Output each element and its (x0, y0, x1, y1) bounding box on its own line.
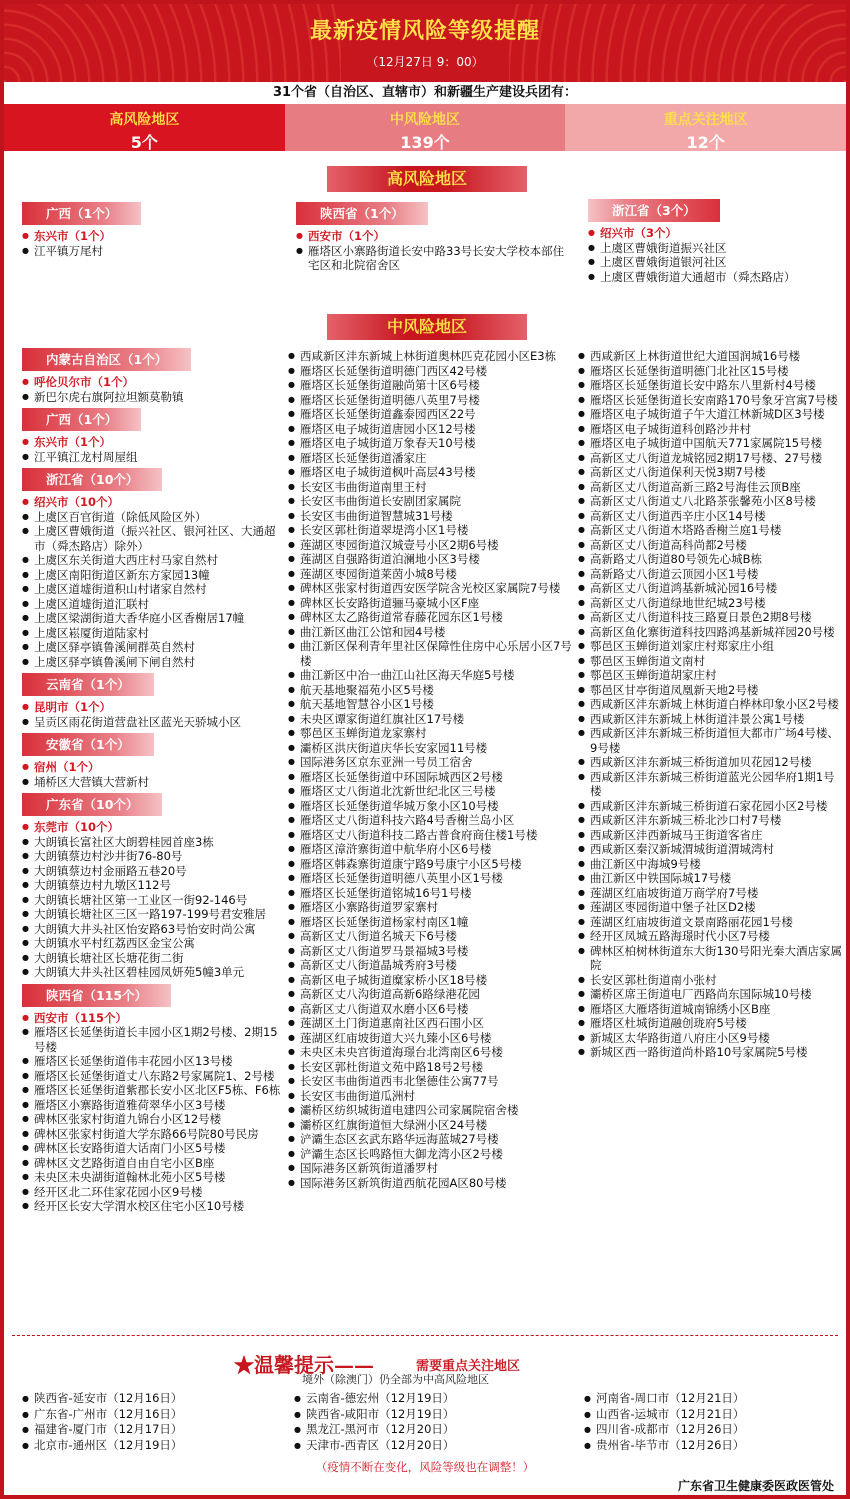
summary-count: 139个 (400, 133, 450, 152)
area-item: ● 雁塔区长延堡街道明德八英里小区1号楼 (288, 871, 574, 886)
area-item: ● 上虞区曹娥街道（振兴社区、银河社区、大通超市（舜杰路店）除外） (22, 524, 284, 553)
area-item: ● 雁塔区韩森寨街道康宁路9号康宁小区5号楼 (288, 857, 574, 872)
area-item: ● 雁塔区长延堡街道华城万象小区10号楼 (288, 799, 574, 814)
summary-label: 高风险地区 (109, 112, 180, 128)
area-item: ● 福建省-厦门市（12月17日） (22, 1422, 272, 1438)
summary-label: 重点关注地区 (663, 112, 748, 128)
city-label: ● 东兴市（1个） (22, 229, 282, 244)
area-item: ● 上虞区曹娥街道振兴社区 (588, 241, 833, 256)
area-item: ● 雁塔区长延堡街道明德八英里7号楼 (288, 393, 574, 408)
high-risk-banner: 高风险地区 (327, 166, 527, 192)
city-label: ● 绍兴市（10个） (22, 495, 284, 510)
area-item: ● 新城区太华路街道八府庄小区9号楼 (578, 1031, 844, 1046)
area-item: ● 西咸新区沣东新城上林街道奥林匹克花园小区E3栋 (288, 349, 574, 364)
area-item: ● 雁塔区电子城街道万象春天10号楼 (288, 436, 574, 451)
area-item: ● 雁塔区丈八街道北沈新世纪北区三号楼 (288, 784, 574, 799)
star-icon: ★ (234, 1353, 254, 1377)
area-item: ● 鄠邑区玉蝉街道胡家庄村 (578, 668, 844, 683)
area-item: ● 呈贡区雨花街道营盘社区蓝光天骄城小区 (22, 715, 284, 730)
area-item: ● 曲江新区中铁国际城17号楼 (578, 871, 844, 886)
area-item: ● 西咸新区沣东新城上林街道沣景公寓1号楼 (578, 712, 844, 727)
area-item: ● 长安区韦曲街道智慧城31号楼 (288, 509, 574, 524)
divider (12, 1335, 838, 1336)
area-item: ● 大朗镇长塘社区三区一路197-199号君安雅居 (22, 907, 284, 922)
area-item: ● 新城区西一路街道尚朴路10号家属院5号楼 (578, 1045, 844, 1060)
province-tag: 安徽省（1个） (22, 733, 154, 756)
area-item: ● 雁塔区长延堡街道鑫泰园西区22号 (288, 407, 574, 422)
area-item: ● 灞桥区红旗街道恒大绿洲小区24号楼 (288, 1118, 574, 1133)
area-item: ● 高新区丈八街道龙城铭园2期17号楼、27号楼 (578, 451, 844, 466)
spacer (22, 258, 282, 262)
area-item: ● 雁塔区长延堡街道中环国际城西区2号楼 (288, 770, 574, 785)
area-item: ● 雁塔区小寨路街道罗家寨村 (288, 900, 574, 915)
province-tag: 广东省（10个） (22, 793, 162, 816)
area-item: ● 大朗镇长富社区大朗碧桂园首座3栋 (22, 835, 284, 850)
summary-label: 中风险地区 (390, 112, 460, 128)
city-label: ● 西安市（1个） (296, 229, 566, 244)
area-item: ● 高新区丈八街道高新三路2号海佳云顶B座 (578, 480, 844, 495)
area-item: ● 雁塔区电子城街道子午大道江林新城D区3号楼 (578, 407, 844, 422)
area-item: ● 碑林区长安路街道大话南门小区5号楼 (22, 1141, 284, 1156)
area-item: ● 埇桥区大营镇大营新村 (22, 775, 284, 790)
city-label: ● 呼伦贝尔市（1个） (22, 375, 284, 390)
area-item: ● 长安区韦曲街道长安剧团家属院 (288, 494, 574, 509)
area-item: ● 江平镇万尾村 (22, 244, 282, 259)
province-tag: 广西（1个） (22, 202, 141, 225)
area-item: ● 未央区未央湖街道翰林北苑小区5号楼 (22, 1170, 284, 1185)
area-item: ● 雁塔区大雁塔街道城南锦绣小区B座 (578, 1002, 844, 1017)
area-item: ● 上虞区崧厦街道陆家村 (22, 626, 284, 641)
area-item: ● 上虞区百官街道（除低风险区外） (22, 510, 284, 525)
area-item: ● 曲江新区中冶一曲江山社区海天华庭5号楼 (288, 668, 574, 683)
area-item: ● 西咸新区沣东新城三桥北沙口村7号楼 (578, 813, 844, 828)
area-item: ● 碑林区张家村街道西安医学院含光校区家属院7号楼 (288, 581, 574, 596)
province-tag: 浙江省（3个） (588, 199, 720, 222)
area-item: ● 大朗镇长塘社区长塘花街二街 (22, 951, 284, 966)
area-item: ● 云南省-德宏州（12月19日） (294, 1391, 544, 1407)
area-item: ● 上虞区曹娥街道银河社区 (588, 255, 833, 270)
area-item: ● 大朗镇大井头社区碧桂园凤妍苑5幢3单元 (22, 965, 284, 980)
tips-col-3 (584, 1391, 834, 1453)
area-item: ● 长安区韦曲街道瓜洲村 (288, 1089, 574, 1104)
area-item: ● 雁塔区杜城街道融创珑府5号楼 (578, 1016, 844, 1031)
area-item: ● 高新区丈八街道晶城秀府3号楼 (288, 958, 574, 973)
summary-count: 5个 (130, 133, 158, 152)
area-item: ● 上虞区驿亭镇鲁溪闸下闸自然村 (22, 655, 284, 670)
update-time: （12月27日 9：00） (366, 55, 484, 69)
area-item: ● 雁塔区长延堡街道紫郡长安小区北区F5栋、F6栋 (22, 1083, 284, 1098)
area-item: ● 灞桥区洪庆街道庆华长安家园11号楼 (288, 741, 574, 756)
area-item: ● 四川省-成都市（12月26日） (584, 1422, 834, 1438)
area-item: ● 西咸新区沣东新城三桥街道恒大都市广场4号楼、9号楼 (578, 726, 844, 755)
area-item: ● 莲湖区枣园街道莱茵小城8号楼 (288, 567, 574, 582)
area-item: ● 河南省-周口市（12月21日） (584, 1391, 834, 1407)
area-item: ● 鄠邑区玉蝉街道龙家寨村 (288, 726, 574, 741)
area-item: ● 高新区丈八街道科技三路夏日景色2期8号楼 (578, 610, 844, 625)
tips-col-2 (294, 1391, 544, 1453)
area-item: ● 碑林区柏树林街道东大街130号阳光秦大酒店家属院 (578, 944, 844, 973)
area-item: ● 高新区丈八街道双水磨小区6号楼 (288, 1002, 574, 1017)
area-item: ● 雁塔区长延堡街道伟丰花园小区13号楼 (22, 1054, 284, 1069)
area-item: ● 莲湖区红庙坡街道大兴九臻小区6号楼 (288, 1031, 574, 1046)
area-item: ● 灞桥区纺织城街道电建四公司家属院宿舍楼 (288, 1103, 574, 1118)
summary-row (4, 104, 846, 151)
area-item: ● 莲湖区红庙坡街道文景南路丽花园1号楼 (578, 915, 844, 930)
page-title: 最新疫情风险等级提醒 (309, 18, 540, 44)
area-item: ● 雁塔区电子城街道唐园小区12号楼 (288, 422, 574, 437)
area-item: ● 大朗镇蔡边村金丽路五巷20号 (22, 864, 284, 879)
area-item: ● 雁塔区电子城街道枫叶高层43号楼 (288, 465, 574, 480)
high-col-1 (22, 202, 282, 262)
mid-col-2 (288, 349, 574, 1190)
area-item: ● 西咸新区上林街道世纪大道国润城16号楼 (578, 349, 844, 364)
area-item: ● 高新区丈八街道西辛庄小区14号楼 (578, 509, 844, 524)
mid-col-3 (578, 349, 844, 1060)
publisher: 广东省卫生健康委医政医管处 (677, 1479, 834, 1493)
area-item: ● 黑龙江-黑河市（12月20日） (294, 1422, 544, 1438)
area-item: ● 新巴尔虎右旗阿拉坦额莫勒镇 (22, 390, 284, 405)
mid-col-1 (22, 348, 284, 1218)
area-item: ● 上虞区梁湖街道大香华庭小区香榭居17幢 (22, 611, 284, 626)
province-tag: 浙江省（10个） (22, 468, 162, 491)
province-tag: 陕西省（115个） (22, 984, 171, 1007)
area-item: ● 上虞区驿亭镇鲁溪闸群英自然村 (22, 640, 284, 655)
summary-count: 12个 (686, 133, 725, 152)
area-item: ● 莲湖区枣园街道中堡子社区D2楼 (578, 900, 844, 915)
area-item: ● 雁塔区长延堡街道铭城16号1号楼 (288, 886, 574, 901)
area-item: ● 鄠邑区玉蝉街道刘家庄村郑家庄小组 (578, 639, 844, 654)
area-item: ● 曲江新区中海城9号楼 (578, 857, 844, 872)
area-item: ● 大朗镇蔡边村九墩区112号 (22, 878, 284, 893)
area-item: ● 莲湖区红庙坡街道万商学府7号楼 (578, 886, 844, 901)
province-tag: 云南省（1个） (22, 673, 154, 696)
area-item: ● 大朗镇大井头社区怡安路63号怡安时尚公寓 (22, 922, 284, 937)
area-item: ● 贵州省-毕节市（12月26日） (584, 1438, 834, 1454)
area-item: ● 雁塔区电子城街道科创路沙井村 (578, 422, 844, 437)
city-label: ● 东莞市（10个） (22, 820, 284, 835)
summary-mid (285, 104, 566, 151)
area-item: ● 山西省-运城市（12月21日） (584, 1407, 834, 1423)
area-item: ● 雁塔区长延堡街道长丰园小区1期2号楼、2期15号楼 (22, 1025, 284, 1054)
area-item: ● 上虞区道墟街道积山村诸家自然村 (22, 582, 284, 597)
area-item: ● 雁塔区长延堡街道明德门北社区15号楼 (578, 364, 844, 379)
area-item: ● 雁塔区长延堡街道融尚第十区6号楼 (288, 378, 574, 393)
area-item: ● 经开区凤城五路海璟时代小区7号楼 (578, 929, 844, 944)
area-item: ● 碑林区太乙路街道常春藤花园东区1号楼 (288, 610, 574, 625)
area-item: ● 天津市-西青区（12月20日） (294, 1438, 544, 1454)
area-item: ● 上虞区东关街道大西庄村马家自然村 (22, 553, 284, 568)
province-tag: 内蒙古自治区（1个） (22, 348, 191, 371)
area-item: ● 西咸新区沣东新城三桥街道加贝花园12号楼 (578, 755, 844, 770)
area-item: ● 国际港务区京东亚洲一号员工宿舍 (288, 755, 574, 770)
area-item: ● 国际港务区新筑街道西航花园A区80号楼 (288, 1176, 574, 1191)
spacer (588, 284, 833, 288)
summary-focus (565, 104, 846, 151)
area-item: ● 大朗镇水平村红荔西区金宝公寓 (22, 936, 284, 951)
area-item: ● 高新区丈八街道木塔路香榭兰庭1号楼 (578, 523, 844, 538)
footer-note: （疫情不断在变化，风险等级也在调整！） (315, 1460, 535, 1474)
area-item: ● 西咸新区沣东新城三桥街道石家花园小区2号楼 (578, 799, 844, 814)
area-item: ● 雁塔区长延堡街道明德门西区42号楼 (288, 364, 574, 379)
area-item: ● 高新区丈八街道丈八北路茶张馨苑小区8号楼 (578, 494, 844, 509)
area-item: ● 北京市-通州区（12月19日） (22, 1438, 272, 1454)
spacer (22, 1214, 284, 1218)
area-item: ● 西咸新区沣东新城三桥街道蓝光公园华府1期1号楼 (578, 770, 844, 799)
area-item: ● 陕西省-延安市（12月16日） (22, 1391, 272, 1407)
area-item: ● 曲江新区曲江公馆和园4号楼 (288, 625, 574, 640)
area-item: ● 高新区丈八街道罗马景福城3号楼 (288, 944, 574, 959)
area-item: ● 碑林区张家村街道大学东路66号院80号民房 (22, 1127, 284, 1142)
area-item: ● 碑林区长安路街道骊马豪城小区F座 (288, 596, 574, 611)
area-item: ● 西咸新区沣东新城上林街道白桦林印象小区2号楼 (578, 697, 844, 712)
area-item: ● 莲湖区自强路街道泊澜地小区3号楼 (288, 552, 574, 567)
header (4, 4, 846, 82)
area-item: ● 雁塔区小寨路街道雅荷翠华小区3号楼 (22, 1098, 284, 1113)
tips-title-text: 温馨提示—— (254, 1353, 374, 1377)
area-item: ● 雁塔区长延堡街道长安南路170号象牙宫寓7号楼 (578, 393, 844, 408)
area-item: ● 长安区郭杜街道文苑中路18号2号楼 (288, 1060, 574, 1075)
scope-text: 31个省（自治区、直辖市）和新疆生产建设兵团有： (4, 82, 846, 104)
area-item: ● 浐灞生态区玄武东路华远海蓝城27号楼 (288, 1132, 574, 1147)
area-item: ● 碑林区文艺路街道自由自宅小区B座 (22, 1156, 284, 1171)
area-item: ● 航天基地智慧谷小区1号楼 (288, 697, 574, 712)
area-item: ● 鄠邑区甘亭街道凤凰新天地2号楼 (578, 683, 844, 698)
area-item: ● 广东省-广州市（12月16日） (22, 1407, 272, 1423)
area-item: ● 雁塔区长延堡街道丈八东路2号家属院1、2号楼 (22, 1069, 284, 1084)
area-item: ● 高新区丈八街道绿地世纪城23号楼 (578, 596, 844, 611)
area-item: ● 雁塔区小寨路街道长安中路33号长安大学校本部住宅区和北院宿舍区 (296, 244, 566, 273)
area-item: ● 高新路丈八街道云顶园小区1号楼 (578, 567, 844, 582)
area-item: ● 长安区韦曲街道西韦北堡德佳公寓77号 (288, 1074, 574, 1089)
area-item: ● 大朗镇蔡边村沙井街76-80号 (22, 849, 284, 864)
high-col-2 (296, 202, 566, 277)
area-item: ● 上虞区曹娥街道大通超市（舜杰路店） (588, 270, 833, 285)
spacer (296, 273, 566, 277)
area-item: ● 长安区郭杜街道南小张村 (578, 973, 844, 988)
area-item: ● 雁塔区漳浒寨街道中航华府小区6号楼 (288, 842, 574, 857)
area-item: ● 未央区未央宫街道海璟台北湾南区6号楼 (288, 1045, 574, 1060)
area-item: ● 雁塔区电子城街道中国航天771家属院15号楼 (578, 436, 844, 451)
area-item: ● 未央区谭家街道红旗社区17号楼 (288, 712, 574, 727)
area-item: ● 高新区丈八街道高科尚都2号楼 (578, 538, 844, 553)
area-item: ● 高新区鱼化寨街道科技四路鸿基新城祥园20号楼 (578, 625, 844, 640)
area-item: ● 曲江新区保利青年里社区保障性住房中心乐居小区7号楼 (288, 639, 574, 668)
area-item: ● 大朗镇长塘社区第一工业区一街92-146号 (22, 893, 284, 908)
area-item: ● 长安区郭杜街道翠堤湾小区1号楼 (288, 523, 574, 538)
area-item: ● 碑林区张家村街道九锦台小区12号楼 (22, 1112, 284, 1127)
area-item: ● 雁塔区长延堡街道潘家庄 (288, 451, 574, 466)
area-item: ● 陕西省-咸阳市（12月19日） (294, 1407, 544, 1423)
area-item: ● 上虞区南阳街道区新东方家园13幢 (22, 568, 284, 583)
area-item: ● 灞桥区席王街道电厂西路尚东国际城10号楼 (578, 987, 844, 1002)
area-item: ● 雁塔区长延堡街道长安中路东八里新村4号楼 (578, 378, 844, 393)
province-tag: 陕西省（1个） (296, 202, 428, 225)
city-label: ● 西安市（115个） (22, 1011, 284, 1026)
area-item: ● 雁塔区丈八街道科技六路4号香榭兰岛小区 (288, 813, 574, 828)
tips-col-1 (22, 1391, 272, 1453)
area-item: ● 经开区北二环佳家花园小区9号楼 (22, 1185, 284, 1200)
area-item: ● 西咸新区秦汉新城渭城街道渭城湾村 (578, 842, 844, 857)
area-item: ● 西咸新区沣西新城马王街道客省庄 (578, 828, 844, 843)
city-label: ● 昆明市（1个） (22, 700, 284, 715)
summary-high (4, 104, 285, 151)
area-item: ● 鄠邑区玉蝉街道文南村 (578, 654, 844, 669)
area-item: ● 高新区电子城街道糜家桥小区18号楼 (288, 973, 574, 988)
province-tag: 广西（1个） (22, 408, 141, 431)
tips-subtitle: 需要重点关注地区 (416, 1359, 521, 1374)
area-item: ● 雁塔区丈八街道科技二路古普食府商住楼1号楼 (288, 828, 574, 843)
area-item: ● 江平镇江龙村周屋组 (22, 450, 284, 465)
area-item: ● 雁塔区长延堡街道杨家村南区1幢 (288, 915, 574, 930)
area-item: ● 高新区丈八街道鸿基新城沁园16号楼 (578, 581, 844, 596)
area-item: ● 高新路丈八街道80号领先心城B栋 (578, 552, 844, 567)
mid-risk-banner: 中风险地区 (327, 314, 527, 340)
area-item: ● 莲湖区枣园街道汉城壹号小区2期6号楼 (288, 538, 574, 553)
city-label: ● 绍兴市（3个） (588, 226, 833, 241)
area-item: ● 经开区长安大学渭水校区住宅小区10号楼 (22, 1199, 284, 1214)
area-item: ● 上虞区道墟街道汇联村 (22, 597, 284, 612)
area-item: ● 高新区丈八街道名城天下6号楼 (288, 929, 574, 944)
area-item: ● 航天基地聚福苑小区5号楼 (288, 683, 574, 698)
tips-note: 境外（除澳门）仍全部为中高风险地区 (302, 1373, 489, 1386)
area-item: ● 高新区丈八沟街道高新6路绿港花园 (288, 987, 574, 1002)
area-item: ● 高新区丈八街道保利天悦3期7号楼 (578, 465, 844, 480)
area-item: ● 莲湖区土门街道惠南社区西石围小区 (288, 1016, 574, 1031)
area-item: ● 长安区韦曲街道南里王村 (288, 480, 574, 495)
area-item: ● 国际港务区新筑街道潘罗村 (288, 1161, 574, 1176)
city-label: ● 东兴市（1个） (22, 435, 284, 450)
high-col-3 (588, 199, 833, 288)
area-item: ● 浐灞生态区长鸣路恒大御龙湾小区2号楼 (288, 1147, 574, 1162)
city-label: ● 宿州（1个） (22, 760, 284, 775)
